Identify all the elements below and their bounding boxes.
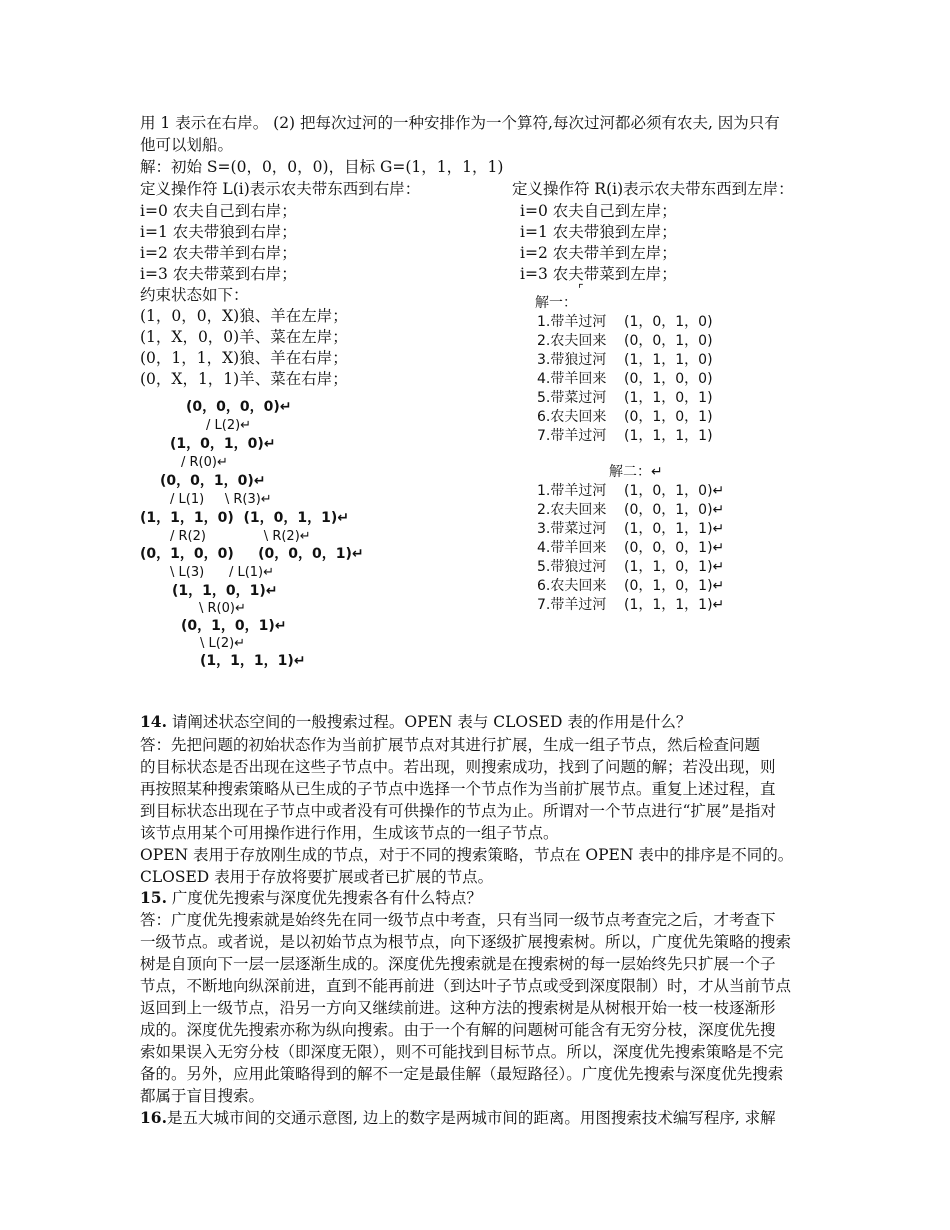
solution-step: 6.农夫回来: [537, 409, 607, 425]
answer-line: 的目标状态是否出现在这些子节点中。若出现，则搜索成功，找到了问题的解；若没出现，则: [140, 758, 776, 776]
tree-node: (0，1，0，1)↵: [181, 618, 287, 634]
solution-state: (0，0，1，0): [624, 333, 713, 349]
solution-step: 6.农夫回来: [537, 578, 607, 594]
answer-line: OPEN 表用于存放刚生成的节点，对于不同的搜索策略，节点在 OPEN 表中的排序是不同的。: [140, 846, 794, 864]
tree-node: (1，1，1，1)↵: [200, 653, 306, 669]
question-16: [140, 1108, 776, 1128]
answer-line: 都属于盲目搜索。: [140, 1087, 265, 1105]
solution-state: (1，0，1，0): [624, 314, 713, 330]
tree-edge: \ L(2)↵: [200, 636, 246, 651]
question-number: 14.: [140, 712, 167, 731]
answer-line: 备的。另外，应用此策略得到的解不一定是最佳解（最短路径）。广度优先搜索与深度优先搜索: [140, 1065, 784, 1083]
tree-edge: / R(0)↵: [181, 455, 228, 470]
intro-line-2: 他可以划船。: [140, 136, 234, 154]
answer-line: 索如果误入无穷分枝（即深度无限），则不可能找到目标节点。所以，深度优先搜索策略是不完: [140, 1043, 784, 1061]
solution-state: (1，1，1，0): [624, 352, 713, 368]
solution1-title: 解一：: [535, 295, 577, 311]
ops-right-item: i=1 农夫带狼到左岸；: [520, 223, 677, 241]
question-text: 请阐述状态空间的一般搜索过程。OPEN 表与 CLOSED 表的作用是什么？: [166, 713, 692, 731]
ops-left-item: i=3 农夫带菜到右岸；: [140, 265, 297, 283]
answer-line: 成的。深度优先搜索亦称为纵向搜索。由于一个有解的问题树可能含有无穷分枝，深度优先搜: [140, 1021, 776, 1039]
solution-step: 7.带羊过河: [537, 597, 607, 613]
solution-step: 2.农夫回来: [537, 333, 607, 349]
answer-line: 到目标状态出现在子节点中或者没有可供操作的节点为止。所谓对一个节点进行“扩展”是指对: [140, 802, 776, 820]
solution-state: (0，0，1，0)↵: [624, 502, 725, 518]
tree-node: (0，1，0，0) (0，0，0，1)↵: [140, 546, 364, 562]
tree-edge: / L(2)↵: [206, 418, 252, 433]
ops-right-item: i=0 农夫自己到左岸；: [520, 202, 677, 220]
constraint-item: (1，0，0，X)狼、羊在左岸；: [140, 307, 348, 325]
question-text: 是五大城市间的交通示意图, 边上的数字是两城市间的距离。用图搜索技术编写程序, 求解: [166, 1109, 776, 1127]
solution-step: 1.带羊过河: [537, 483, 607, 499]
ops-left-item: i=0 农夫自己到右岸；: [140, 202, 297, 220]
solution-step: 2.农夫回来: [537, 502, 607, 518]
answer-line: 返回到上一级节点，沿另一方向又继续前进。这种方法的搜索树是从树根开始一枝一枝逐渐形: [140, 999, 776, 1017]
tree-edge: \ L(3) / L(1)↵: [170, 565, 275, 580]
question-15: [140, 888, 482, 908]
tree-edge: / L(1) \ R(3)↵: [170, 492, 272, 507]
solution-step: 5.带菜过河: [537, 390, 607, 406]
solution-state: (1，1，1，1)↵: [624, 597, 725, 613]
answer-line: 答：广度优先搜索就是始终先在同一级节点中考查，只有当同一级节点考查完之后，才考查下: [140, 911, 776, 929]
solution-state: (1，0，1，0)↵: [624, 483, 725, 499]
tree-node: (1，0，1，0)↵: [170, 436, 276, 452]
ops-right-item: i=3 农夫带菜到左岸；: [520, 265, 677, 283]
solution-step: 5.带狼过河: [537, 559, 607, 575]
ops-left-title: 定义操作符 L(i)表示农夫带东西到右岸：: [140, 180, 421, 198]
answer-line: 一级节点。或者说，是以初始节点为根节点，向下逐级扩展搜索树。所以，广度优先策略的搜索: [140, 933, 792, 951]
tree-edge: \ R(0)↵: [199, 601, 246, 616]
ops-right-title: 定义操作符 R(i)表示农夫带东西到左岸：: [512, 180, 794, 198]
solution-state: (1，0，1，1)↵: [624, 521, 725, 537]
tree-node: (1，1，1，0) (1，0，1，1)↵: [140, 510, 350, 526]
solution-step: 4.带羊回来: [537, 371, 607, 387]
constraint-item: (0，X，1，1)羊、菜在右岸；: [140, 370, 348, 388]
ops-right-item: i=2 农夫带羊到左岸；: [520, 244, 677, 262]
answer-line: 答：先把问题的初始状态作为当前扩展节点对其进行扩展，生成一组子节点，然后检查问题: [140, 736, 761, 754]
answer-line: 树是自顶向下一层一层逐渐生成的。深度优先搜索就是在搜索树的每一层始终先只扩展一个子: [140, 955, 776, 973]
constraints-title: 约束状态如下：: [140, 286, 249, 304]
solution-step: 4.带羊回来: [537, 540, 607, 556]
solution-state: (1，1，1，1): [624, 428, 713, 444]
tree-node: (0，0，1，0)↵: [160, 473, 266, 489]
solution2-title: 解二：↵: [609, 464, 663, 480]
solution-state: (1，1，0，1)↵: [624, 559, 725, 575]
solution-state: (0，1，0，1)↵: [624, 578, 725, 594]
ops-left-item: i=2 农夫带羊到右岸；: [140, 244, 297, 262]
corner-mark: ⌜: [578, 282, 584, 296]
question-14: [140, 712, 691, 732]
tree-node: (1，1，0，1)↵: [172, 583, 278, 599]
tree-node: (0，0，0，0)↵: [186, 399, 292, 415]
intro-line-3: 解：初始 S=(0，0，0，0)，目标 G=(1，1，1，1): [140, 158, 504, 176]
question-number: 15.: [140, 888, 167, 907]
solution-state: (0，1，0，0): [624, 371, 713, 387]
answer-line: CLOSED 表用于存放将要扩展或者已扩展的节点。: [140, 868, 494, 886]
ops-left-item: i=1 农夫带狼到右岸；: [140, 223, 297, 241]
answer-line: 该节点用某个可用操作进行作用，生成该节点的一组子节点。: [140, 824, 559, 842]
solution-step: 3.带狼过河: [537, 352, 607, 368]
intro-line-1: 用 1 表示在右岸。 (2) 把每次过河的一种安排作为一个算符,每次过河都必须有农夫, 因为只有: [140, 114, 780, 132]
solution-step: 7.带羊过河: [537, 428, 607, 444]
answer-line: 节点，不断地向纵深前进，直到不能再前进（到达叶子节点或受到深度限制）时，才从当前节点: [140, 977, 792, 995]
solution-state: (0，1，0，1): [624, 409, 713, 425]
solution-state: (0，0，0，1)↵: [624, 540, 725, 556]
constraint-item: (1，X，0，0)羊、菜在左岸；: [140, 328, 348, 346]
solution-step: 3.带菜过河: [537, 521, 607, 537]
answer-line: 再按照某种搜索策略从已生成的子节点中选择一个节点作为当前扩展节点。重复上述过程，直: [140, 780, 776, 798]
tree-edge: / R(2) \ R(2)↵: [170, 529, 311, 544]
constraint-item: (0，1，1，X)狼、羊在右岸；: [140, 349, 348, 367]
solution-step: 1.带羊过河: [537, 314, 607, 330]
question-number: 16.: [140, 1108, 167, 1127]
question-text: 广度优先搜索与深度优先搜索各有什么特点？: [166, 889, 482, 907]
solution-state: (1，1，0，1): [624, 390, 713, 406]
